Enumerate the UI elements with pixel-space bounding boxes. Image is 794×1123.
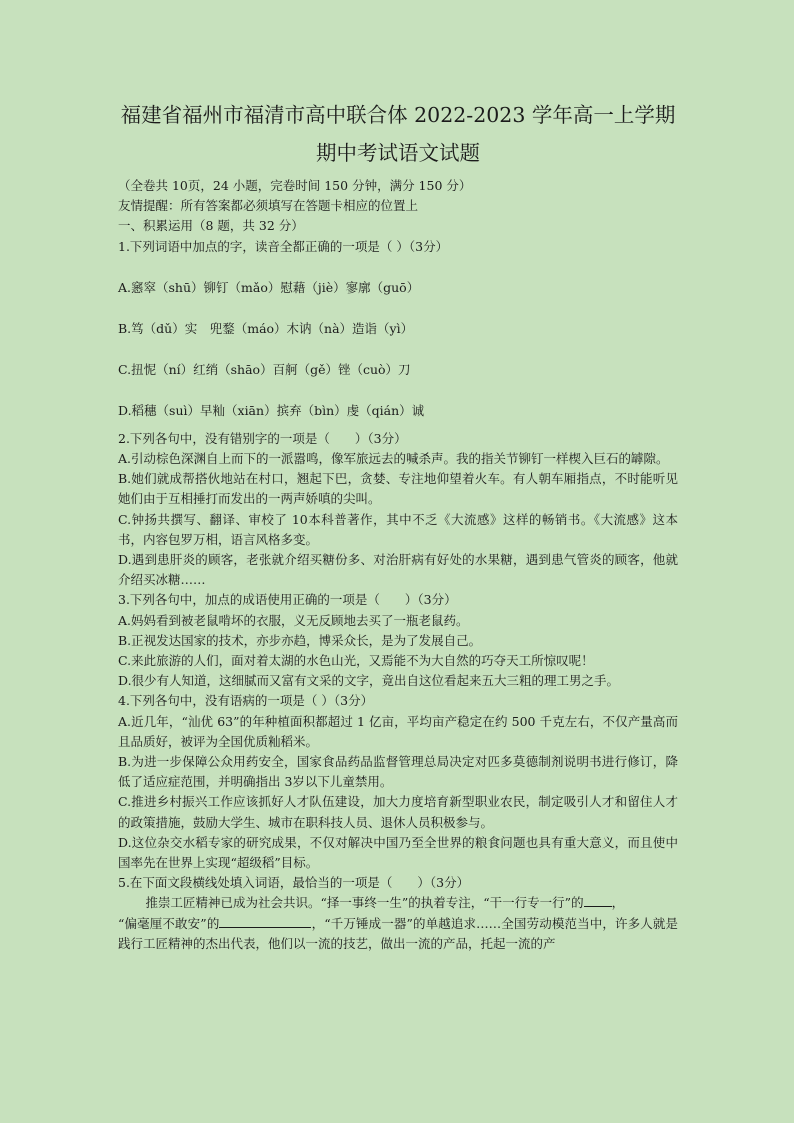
- option-c: C.钟扬共撰写、翻译、审校了 10本科普著作，其中不乏《大流感》这样的畅销书。《大流感》这本书，内容包罗万相，语言风格多变。: [118, 511, 678, 547]
- question-2: [118, 429, 678, 591]
- option-d: D.遇到患肝炎的顾客，老张就介绍买糖份多、对治肝病有好处的水果糖，遇到患气管炎的顾客，他就介绍买冰糖……: [118, 552, 678, 588]
- question-stem: 2.下列各句中，没有错别字的一项是（ ）（3分）: [118, 430, 407, 446]
- exam-page: [118, 96, 678, 954]
- question-5: [118, 873, 678, 954]
- section-heading: 一、积累运用（8 题，共 32 分）: [118, 218, 304, 234]
- passage-text: ，: [611, 895, 625, 911]
- exam-info: （全卷共 10页，24 小题，完卷时间 150 分钟，满分 150 分）: [118, 178, 472, 193]
- question-stem: 5.在下面文段横线处填入词语，最恰当的一项是（ ）（3分）: [118, 875, 470, 891]
- option-b: B.笃（dǔ）实 兜鍪（máo）木讷（nà）造诣（yì）: [118, 320, 414, 336]
- exam-subtitle: 期中考试语文试题: [316, 141, 480, 165]
- option-b: B.正视发达国家的技术，亦步亦趋，博采众长，是为了发展自己。: [118, 632, 482, 648]
- option-b: B.为进一步保障公众用药安全，国家食品药品监督管理总局决定对匹多莫德制剂说明书进行修订，降低了适应症范围，并明确指出 3岁以下儿童禁用。: [118, 754, 678, 790]
- option-b: B.她们就成帮搭伙地站在村口，翘起下巴，贪婪、专注地仰望着火车。有人朝车厢指点，不时能听见她们由于互相捶打而发出的一两声娇嗔的尖叫。: [118, 471, 678, 507]
- option-d: D.很少有人知道，这细腻而又富有文采的文字，竟出自这位看起来五大三粗的理工男之手。: [118, 673, 620, 689]
- option-c: C.来此旅游的人们，面对着太湖的水色山光，又焉能不为大自然的巧夺天工所惊叹呢！: [118, 653, 594, 669]
- option-d: D.稻穗（suì）早籼（xiān）摈弃（bìn）虔（qián）诚: [118, 402, 425, 418]
- option-c: C.扭怩（ní）红绡（shāo）百舸（gě）锉（cuò）刀: [118, 361, 411, 377]
- option-a: A.引动棕色深渊自上而下的一派嚣鸣，像军旅远去的喊杀声。我的指关节铆钉一样楔入巨石的罅隙。: [118, 451, 669, 467]
- option-a: A.近几年，“汕优 63”的年种植面积都超过 1 亿亩，平均亩产稳定在约 500 千克左右，不仅产量高而且品质好，被评为全国优质籼稻米。: [118, 713, 678, 749]
- question-stem: 3.下列各句中，加点的成语使用正确的一项是（ ）（3分）: [118, 592, 457, 608]
- question-stem: 1.下列词语中加点的字，读音全都正确的一项是（ ）（3分）: [118, 238, 449, 254]
- option-a: A.妈妈看到被老鼠啃坏的衣服，义无反顾地去买了一瓶老鼠药。: [118, 612, 469, 628]
- passage-text: “偏毫厘不敢安”的: [118, 915, 220, 931]
- question-3: [118, 590, 678, 691]
- question-stem: 4.下列各句中，没有语病的一项是（ ）（3分）: [118, 693, 374, 709]
- fill-blank-1: [584, 894, 612, 907]
- passage-text: 推崇工匠精神已成为社会共识。“择一事终一生”的执着专注，“干一行专一行”的: [145, 895, 584, 911]
- fill-blank-2: [219, 915, 311, 928]
- option-a: A.窸窣（shū）铆钉（mǎo）慰藉（jiè）寥廓（guō）: [118, 279, 420, 295]
- reminder-text: 友情提醒：所有答案都必须填写在答题卡相应的位置上: [118, 198, 419, 214]
- passage-text: ，“千万锤成一器”的单越追求……全国劳动模范当中，许多人就是践行工匠精神的杰出代表，他们以一流的技艺，做出一流的产品，托起一流的产: [118, 915, 678, 951]
- question-1: [118, 237, 678, 421]
- question-4: [118, 691, 678, 873]
- passage-paragraph: [118, 893, 678, 913]
- option-d: D.这位杂交水稻专家的研究成果，不仅对解决中国乃至全世界的粮食问题也具有重大意义，而且使中国率先在世界上实现“超级稻”目标。: [118, 834, 678, 871]
- passage-paragraph: [118, 914, 678, 954]
- option-c: C.推进乡村振兴工作应该抓好人才队伍建设，加大力度培育新型职业农民，制定吸引人才和留住人才的政策措施，鼓励大学生、城市在职科技人员、退休人员积极参与。: [118, 794, 678, 830]
- exam-title: 福建省福州市福清市高中联合体 2022-2023 学年高一上学期: [120, 103, 676, 127]
